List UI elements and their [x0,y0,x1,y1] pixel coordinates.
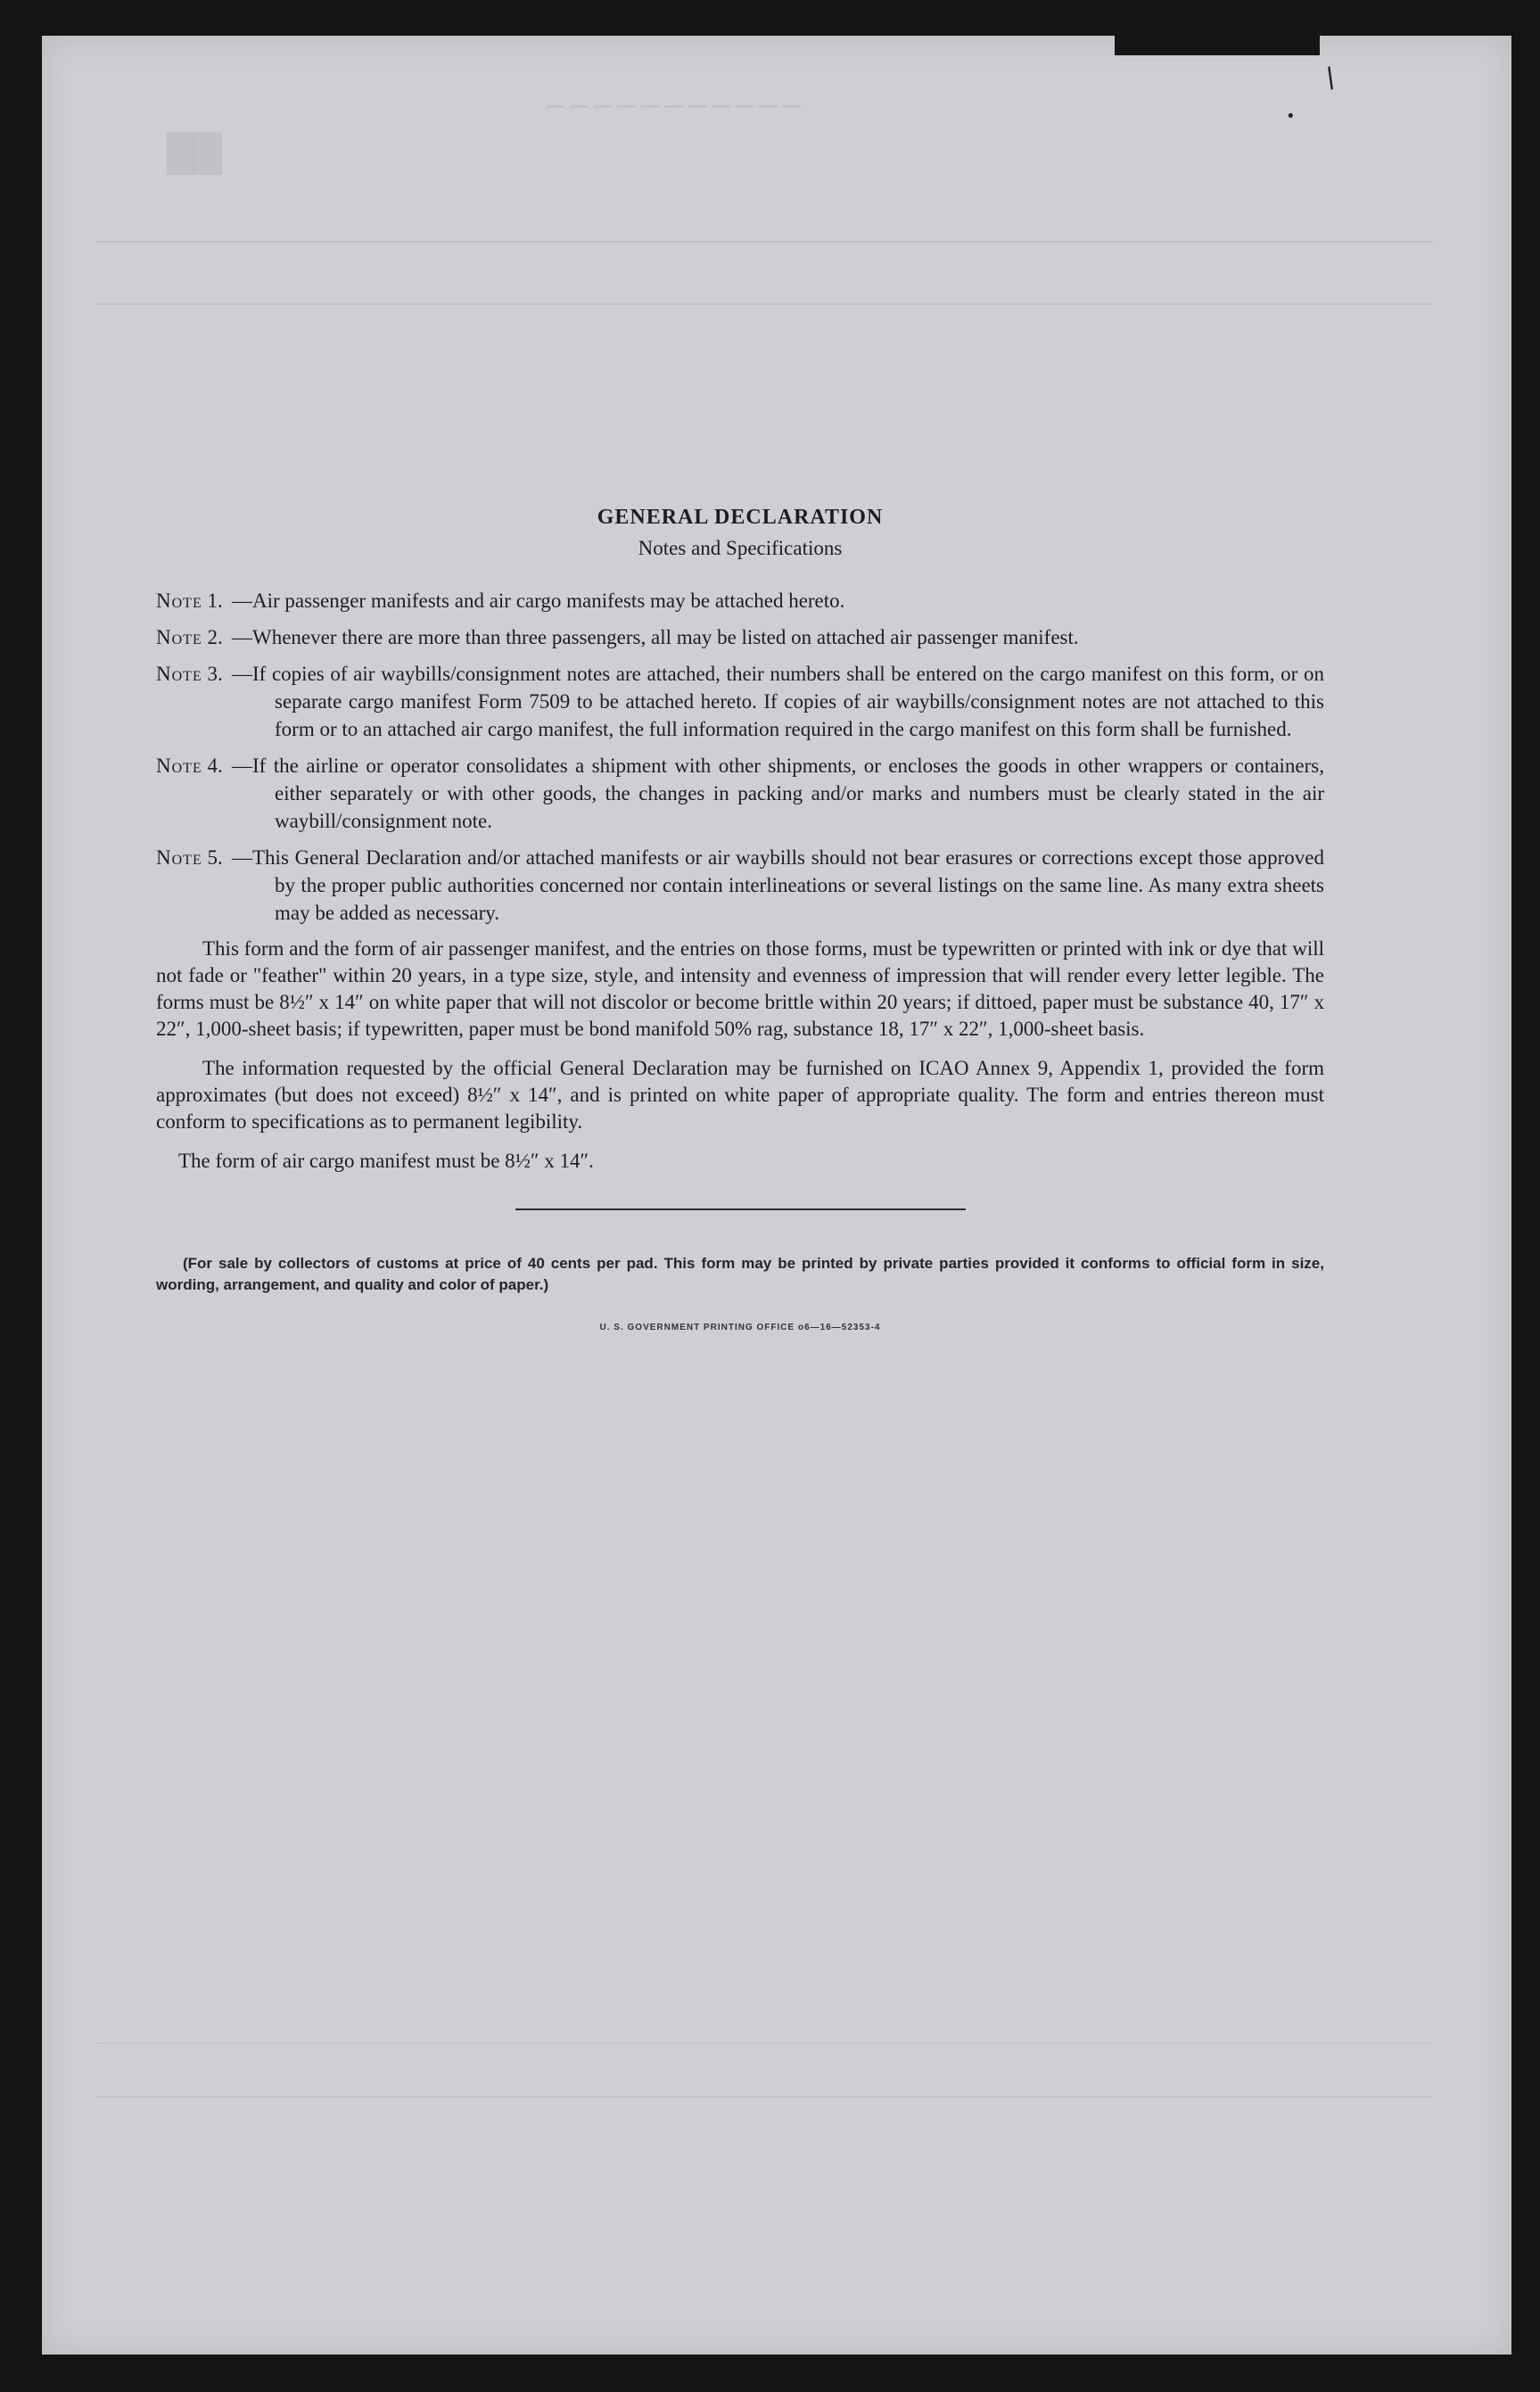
note-text: —If copies of air waybills/consignment notes are attached, their numbers shall be entered on the cargo manifest on this form, or on separate cargo manifest Form 7509 to be attached hereto. If copies of air waybills/consignment notes are not attached to this form or to an attached air cargo manifest, the full information required in the cargo manifest on this form shall be furnished. [232,663,1324,740]
bleed-through-decoration: ─────────── [541,89,802,125]
scan-edge-shadow [1115,36,1320,55]
note-3 [156,660,1324,743]
note-1 [156,587,1324,614]
note-number: 2. [207,626,223,648]
horizontal-divider [515,1208,966,1210]
cargo-manifest-size-line: The form of air cargo manifest must be 8½″ x 14″. [178,1150,594,1172]
bleed-through-decoration: ██ [167,134,222,175]
note-label: Note [156,846,202,869]
bleed-through-decoration [95,241,1433,243]
note-5 [156,844,1324,927]
document-subtitle: Notes and Specifications [638,537,843,559]
note-text: —This General Declaration and/or attached manifests or air waybills should not bear erasures or corrections except those approved by the proper public authorities concerned nor contain interlineations or several listings on the same line. As many extra sheets may be added as necessary. [232,846,1324,924]
note-label: Note [156,590,202,612]
note-4 [156,752,1324,835]
note-number: 3. [207,663,223,685]
note-label: Note [156,755,202,777]
sale-notice: (For sale by collectors of customs at price of 40 cents per pad. This form may be printed by private parties provided it conforms to official form in size, wording, arrangement, and quality and color of paper.) [156,1255,1324,1293]
bleed-through-decoration [95,2096,1433,2098]
pencil-check-mark: / [1320,62,1342,95]
paper-specification-paragraph: This form and the form of air passenger manifest, and the entries on those forms, must be typewritten or printed with ink or dye that will not fade or "feather" within 20 years, in a type size, style, and intensity and evenness of impression that will render every letter legible. The forms must be 8½″ x 14″ on white paper that will not discolor or become brittle within 20 years; if dittoed, paper must be substance 40, 17″ x 22″, 1,000-sheet basis; if typewritten, paper must be bond manifold 50% rag, substance 18, 17″ x 22″, 1,000-sheet basis. [156,937,1324,1040]
note-text: —Air passenger manifests and air cargo manifests may be attached hereto. [232,590,845,612]
bleed-through-decoration [95,303,1433,305]
notes-section [156,486,1324,1332]
icao-paragraph: The information requested by the official General Declaration may be furnished on ICAO Annex 9, Appendix 1, provided the form approximates (but does not exceed) 8½″ x 14″, and is printed on white paper of appropriate quality. The form and entries thereon must conform to specifications as to permanent legibility. [156,1057,1324,1133]
note-2 [156,623,1324,651]
pencil-mark: • [1286,107,1296,126]
note-number: 4. [207,755,223,777]
document-title: GENERAL DECLARATION [597,506,884,529]
note-label: Note [156,663,202,685]
printing-office-imprint: U. S. GOVERNMENT PRINTING OFFICE o6—16—52353-4 [599,1323,881,1332]
note-number: 5. [207,846,223,869]
note-label: Note [156,626,202,648]
note-text: —Whenever there are more than three passengers, all may be listed on attached air passenger manifest. [232,626,1079,648]
note-number: 1. [207,590,223,612]
bleed-through-decoration [95,2042,1433,2044]
note-text: —If the airline or operator consolidates a shipment with other shipments, or encloses the goods in other wrappers or containers, either separately or with other goods, the changes in packing and/or marks and numbers must be clearly stated in the air waybill/consignment note. [232,755,1324,832]
